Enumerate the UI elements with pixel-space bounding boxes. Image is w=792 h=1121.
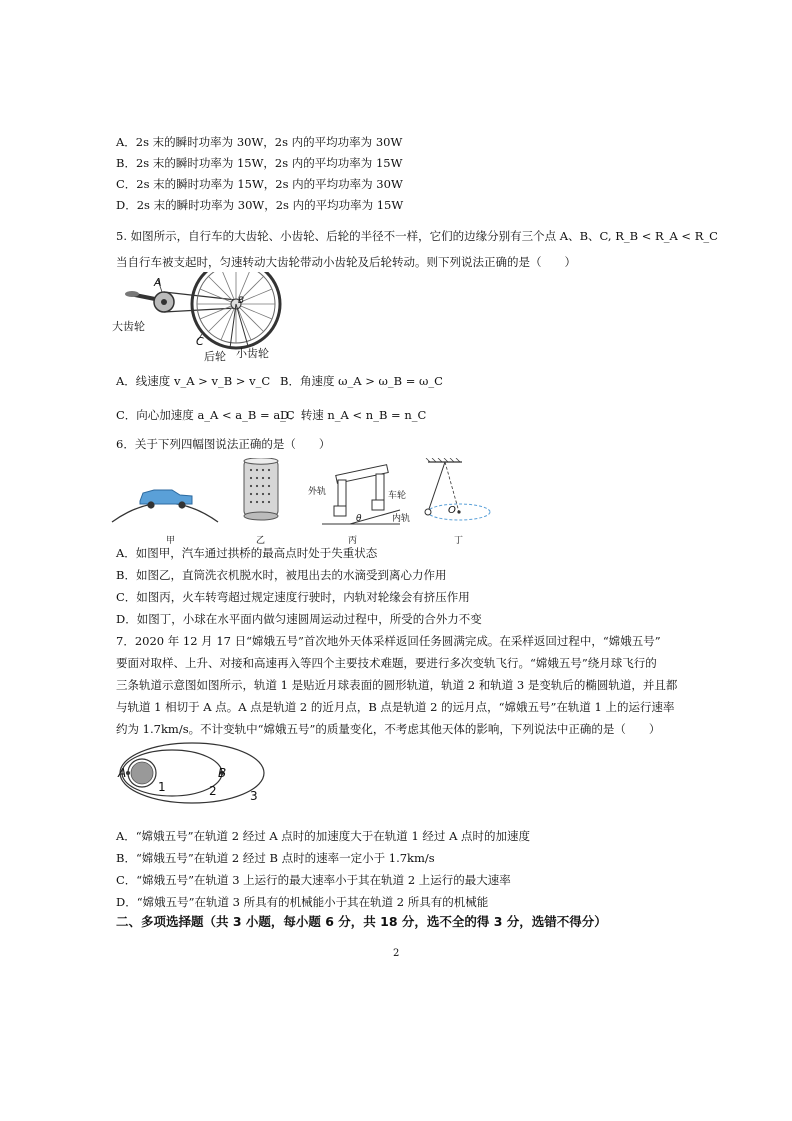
q6-fig-jia-label: 甲	[166, 536, 176, 546]
q6-stem: 6．关于下列四幅图说法正确的是（ ）	[116, 437, 331, 451]
q5-stem-line2: 当自行车被支起时，匀速转动大齿轮带动小齿轮及后轮转动。则下列说法正确的是（ ）	[116, 255, 576, 269]
q7-stem-line5: 约为 1.7km/s。不计变轨中“嫦娥五号”的质量变化，不考虑其他天体的影响，下列说法中正确的是（ ）	[116, 722, 661, 736]
q6-option-a: A．如图甲，汽车通过拱桥的最高点时处于失重状态	[116, 546, 378, 560]
q7-point-a-label: A	[118, 766, 127, 780]
q7-option-b: B．“嫦娥五号”在轨道 2 经过 B 点时的速率一定小于 1.7km/s	[116, 851, 435, 865]
q4-option-a: A．2s 末的瞬时功率为 30W，2s 内的平均功率为 30W	[116, 135, 403, 149]
q4-option-b: B．2s 末的瞬时功率为 15W，2s 内的平均功率为 15W	[116, 156, 403, 170]
q7-stem-line4: 与轨道 1 相切于 A 点。A 点是轨道 2 的近月点，B 点是轨道 2 的远月点，“嫦娥五号”在轨道 1 上的运行速率	[116, 700, 675, 714]
q7-orbit1-label: 1	[158, 780, 166, 794]
q7-orbit-figure	[112, 740, 272, 806]
page-number: 2	[393, 948, 400, 959]
q7-point-b-label: B	[218, 766, 227, 780]
q6-option-d: D．如图丁，小球在水平面内做匀速圆周运动过程中，所受的合外力不变	[116, 612, 482, 626]
q7-orbit2-label: 2	[209, 784, 217, 798]
q6-fig-bing-label: 丙	[348, 536, 358, 546]
q6-fig-yi-label: 乙	[256, 536, 266, 546]
q6-outer-rail-label: 外轨	[308, 487, 327, 497]
q6-inner-rail-label: 内轨	[392, 514, 411, 524]
q7-option-c: C．“嫦娥五号”在轨道 3 上运行的最大速率小于其在轨道 2 上运行的最大速率	[116, 873, 511, 887]
q7-stem-line3: 三条轨道示意图如图所示，轨道 1 是贴近月球表面的圆形轨道，轨道 2 和轨道 3 是变轨后的椭圆轨道，并且都	[116, 678, 678, 692]
q5-option-a: A．线速度 v_A > v_B > v_C	[116, 374, 271, 388]
q5-stem-line1: 5. 如图所示，自行车的大齿轮、小齿轮、后轮的半径不一样，它们的边缘分别有三个点 A、B、C, R_B < R_A < R_C	[116, 229, 718, 243]
q6-center-o-label: O	[448, 505, 456, 516]
q5-option-d: D．转速 n_A < n_B = n_C	[280, 408, 427, 422]
q5-small-gear-label: 小齿轮	[236, 347, 269, 360]
q7-orbit3-label: 3	[250, 789, 258, 803]
q6-theta-label: θ	[356, 514, 362, 524]
q5-point-c-label: C	[196, 335, 204, 348]
q6-fig-ding-label: 丁	[454, 536, 464, 546]
q5-option-b: B．角速度 ω_A > ω_B = ω_C	[280, 374, 443, 388]
q6-four-figures	[110, 458, 500, 538]
q7-stem-line2: 要面对取样、上升、对接和高速再入等四个主要技术难题，要进行多次变轨飞行。“嫦娥五号”绕月球飞行的	[116, 656, 657, 670]
q4-option-c: C．2s 末的瞬时功率为 15W，2s 内的平均功率为 30W	[116, 177, 403, 191]
q7-option-a: A．“嫦娥五号”在轨道 2 经过 A 点时的加速度大于在轨道 1 经过 A 点时的加速度	[116, 829, 531, 843]
q5-rear-wheel-label: 后轮	[204, 350, 226, 363]
q7-stem-line1: 7．2020 年 12 月 17 日“嫦娥五号”首次地外天体采样返回任务圆满完成。在采样返回过程中，“嫦娥五号”	[116, 634, 661, 648]
section2-header: 二、多项选择题（共 3 小题，每小题 6 分，共 18 分，选不全的得 3 分，选错不得分）	[116, 914, 607, 929]
q5-option-c: C．向心加速度 a_A < a_B = a_C	[116, 408, 295, 422]
q5-big-gear-label: 大齿轮	[112, 320, 145, 333]
q5-point-a-label: A	[154, 276, 162, 289]
q4-option-d: D．2s 末的瞬时功率为 30W，2s 内的平均功率为 15W	[116, 198, 404, 212]
q6-wheel-label: 车轮	[388, 491, 407, 501]
q5-point-b-label: B	[238, 296, 245, 306]
q6-option-b: B．如图乙，直筒洗衣机脱水时，被甩出去的水滴受到离心力作用	[116, 568, 447, 582]
q6-option-c: C．如图丙，火车转弯超过规定速度行驶时，内轨对轮缘会有挤压作用	[116, 590, 470, 604]
q7-option-d: D．“嫦娥五号”在轨道 3 所具有的机械能小于其在轨道 2 所具有的机械能	[116, 895, 489, 909]
